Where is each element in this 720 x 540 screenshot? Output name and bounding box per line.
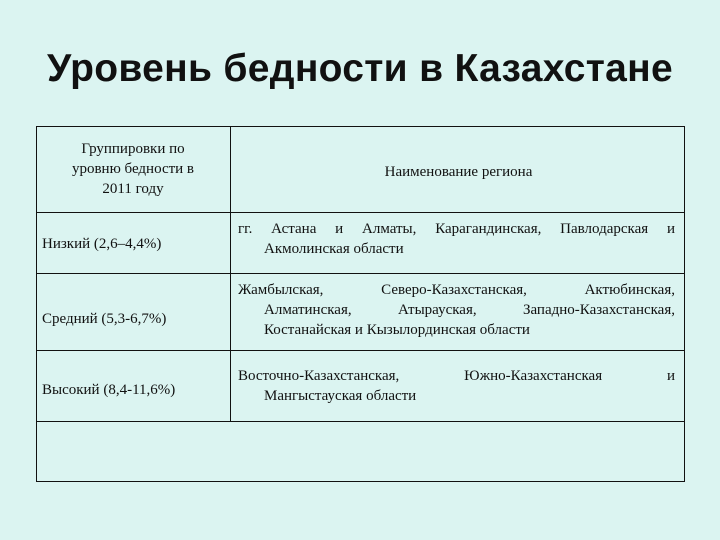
regions-medium-line-3: Костанайская и Кызылординская области [264, 322, 530, 338]
row-divider-high [36, 421, 685, 422]
header-grouping-line-1: Группировки по [81, 141, 185, 157]
header-row-divider [36, 212, 685, 213]
regions-low [238, 219, 675, 259]
regions-high-line-2: Мангыстауская области [264, 388, 417, 404]
header-grouping-line-2: уровню бедности в [71, 161, 195, 177]
header-grouping-line-3: 2011 году [102, 181, 164, 197]
regions-medium [238, 280, 675, 340]
row-divider-low [36, 273, 685, 274]
regions-high [238, 366, 675, 406]
regions-low-line-1: гг. Астана и Алматы, Карагандинская, Павлодарская и [238, 221, 675, 237]
regions-low-line-2: Акмолинская области [264, 241, 404, 257]
empty-row [38, 423, 683, 480]
group-low: Низкий (2,6–4,4%) [42, 236, 162, 252]
header-region: Наименование региона [384, 164, 533, 180]
regions-medium-line-1: Жамбылская, Северо-Казахстанская, Актюбинская, [238, 282, 675, 298]
group-high: Высокий (8,4-11,6%) [42, 382, 176, 398]
slide-title: Уровень бедности в Казахстане [47, 47, 673, 90]
column-divider [230, 126, 231, 421]
row-divider-medium [36, 350, 685, 351]
regions-high-line-1: Восточно-Казахстанская, Южно-Казахстанская и [238, 368, 675, 384]
header-grouping [40, 139, 226, 199]
regions-medium-line-2: Алматинская, Атырауская, Западно-Казахстанская, [264, 302, 675, 318]
group-medium: Средний (5,3-6,7%) [42, 311, 167, 327]
